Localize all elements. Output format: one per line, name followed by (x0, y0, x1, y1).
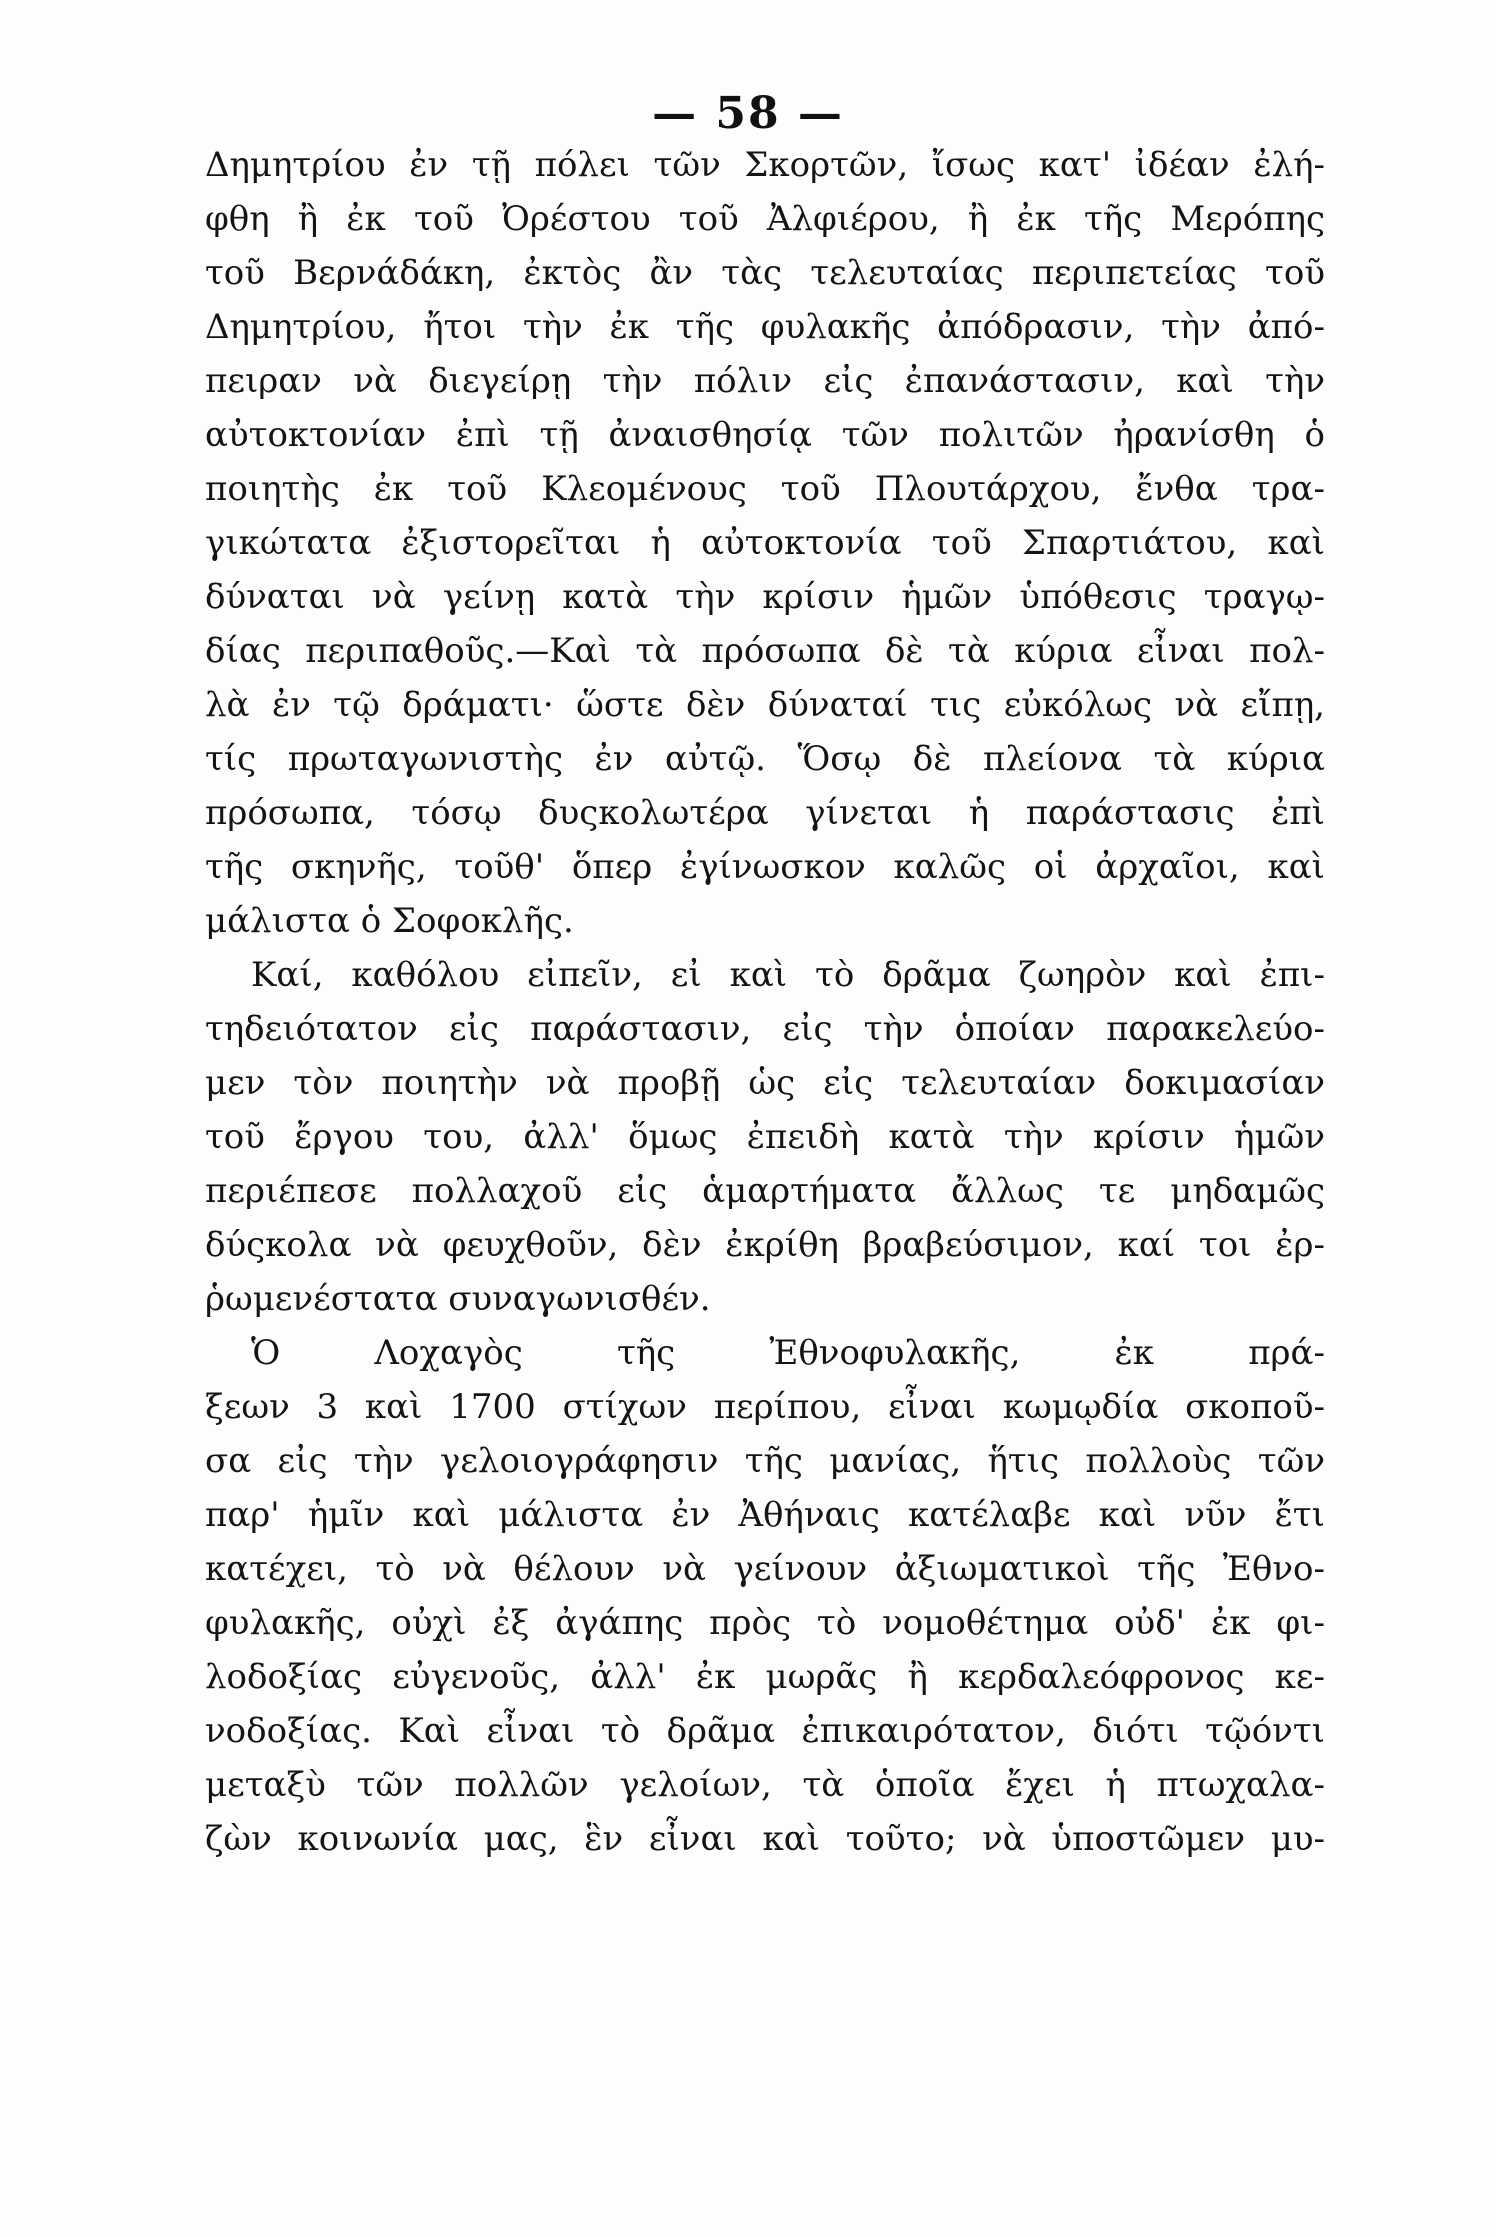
text-line: πρόσωπα, τόσῳ δυςκολωτέρα γίνεται ἡ παράστασις ἐπὶ (205, 793, 1325, 833)
text-line: τῆς σκηνῆς, τοῦθ' ὅπερ ἐγίνωσκον καλῶς οἱ ἀρχαῖοι, καὶ (205, 847, 1325, 887)
text-line: φθη ἢ ἐκ τοῦ Ὀρέστου τοῦ Ἀλφιέρου, ἢ ἐκ τῆς Μερόπης (205, 199, 1325, 239)
text-line: φυλακῆς, οὐχὶ ἐξ ἀγάπης πρὸς τὸ νομοθέτημα οὐδ' ἐκ φι- (205, 1603, 1325, 1643)
text-line: νοδοξίας. Καὶ εἶναι τὸ δρᾶμα ἐπικαιρότατον, διότι τῷόντι (205, 1711, 1325, 1751)
text-line: ζὼν κοινωνία μας, ἓν εἶναι καὶ τοῦτο; νὰ ὑποστῶμεν μυ- (205, 1819, 1325, 1859)
text-line: μεταξὺ τῶν πολλῶν γελοίων, τὰ ὁποῖα ἔχει ἡ πτωχαλα- (205, 1765, 1325, 1805)
text-line: Δημητρίου, ἤτοι τὴν ἐκ τῆς φυλακῆς ἀπόδρασιν, τὴν ἀπό- (205, 307, 1325, 347)
text-line: λὰ ἐν τῷ δράματι· ὥστε δὲν δύναταί τις εὐκόλως νὰ εἴπῃ, (205, 685, 1325, 725)
text-line: σα εἰς τὴν γελοιογράφησιν τῆς μανίας, ἥτις πολλοὺς τῶν (205, 1441, 1325, 1481)
text-line: ποιητὴς ἐκ τοῦ Κλεομένους τοῦ Πλουτάρχου, ἔνθα τρα- (205, 469, 1325, 509)
body-text (205, 138, 1325, 1866)
text-line: παρ' ἡμῖν καὶ μάλιστα ἐν Ἀθήναις κατέλαβε καὶ νῦν ἔτι (205, 1495, 1325, 1535)
text-line: δύςκολα νὰ φευχθοῦν, δὲν ἐκρίθη βραβεύσιμον, καί τοι ἐρ- (205, 1225, 1325, 1265)
text-line: ξεων 3 καὶ 1700 στίχων περίπου, εἶναι κωμῳδία σκοποῦ- (205, 1387, 1325, 1427)
paragraph-end-line: μάλιστα ὁ Σοφοκλῆς. (205, 901, 574, 941)
text-line: τοῦ ἔργου του, ἀλλ' ὅμως ἐπειδὴ κατὰ τὴν κρίσιν ἡμῶν (205, 1117, 1325, 1157)
paragraph-start-line: Καί, καθόλου εἰπεῖν, εἰ καὶ τὸ δρᾶμα ζωηρὸν καὶ ἐπι- (251, 955, 1325, 995)
page-number: — 58 — (652, 88, 844, 139)
text-line: τίς πρωταγωνιστὴς ἐν αὐτῷ. Ὅσῳ δὲ πλείονα τὰ κύρια (205, 739, 1325, 779)
text-line: τοῦ Βερνάδάκη, ἐκτὸς ἂν τὰς τελευταίας περιπετείας τοῦ (205, 253, 1325, 293)
text-line: λοδοξίας εὐγενοῦς, ἀλλ' ἐκ μωρᾶς ἢ κερδαλεόφρονος κε- (205, 1657, 1325, 1697)
text-line: αὐτοκτονίαν ἐπὶ τῇ ἀναισθησίᾳ τῶν πολιτῶν ἠρανίσθη ὁ (205, 415, 1325, 455)
text-line: δίας περιπαθοῦς.—Καὶ τὰ πρόσωπα δὲ τὰ κύρια εἶναι πολ- (205, 631, 1325, 671)
text-line: γικώτατα ἐξιστορεῖται ἡ αὐτοκτονία τοῦ Σπαρτιάτου, καὶ (205, 523, 1325, 563)
text-line: Δημητρίου ἐν τῇ πόλει τῶν Σκορτῶν, ἴσως κατ' ἰδέαν ἐλή- (205, 145, 1325, 185)
text-line: πειραν νὰ διεγείρῃ τὴν πόλιν εἰς ἐπανάστασιν, καὶ τὴν (205, 361, 1325, 401)
text-line: μεν τὸν ποιητὴν νὰ προβῇ ὡς εἰς τελευταίαν δοκιμασίαν (205, 1063, 1325, 1103)
text-line: κατέχει, τὸ νὰ θέλουν νὰ γείνουν ἀξιωματικοὶ τῆς Ἐθνο- (205, 1549, 1325, 1589)
text-line: περιέπεσε πολλαχοῦ εἰς ἁμαρτήματα ἄλλως τε μηδαμῶς (205, 1171, 1325, 1211)
paragraph-start-line: Ὁ Λοχαγὸς τῆς Ἐθνοφυλακῆς, ἐκ πρά- (251, 1333, 1325, 1373)
text-line: τηδειότατον εἰς παράστασιν, εἰς τὴν ὁποίαν παρακελεύο- (205, 1009, 1325, 1049)
paragraph-end-line: ῥωμενέστατα συναγωνισθέν. (205, 1279, 711, 1319)
text-line: δύναται νὰ γείνῃ κατὰ τὴν κρίσιν ἡμῶν ὑπόθεσις τραγῳ- (205, 577, 1325, 617)
